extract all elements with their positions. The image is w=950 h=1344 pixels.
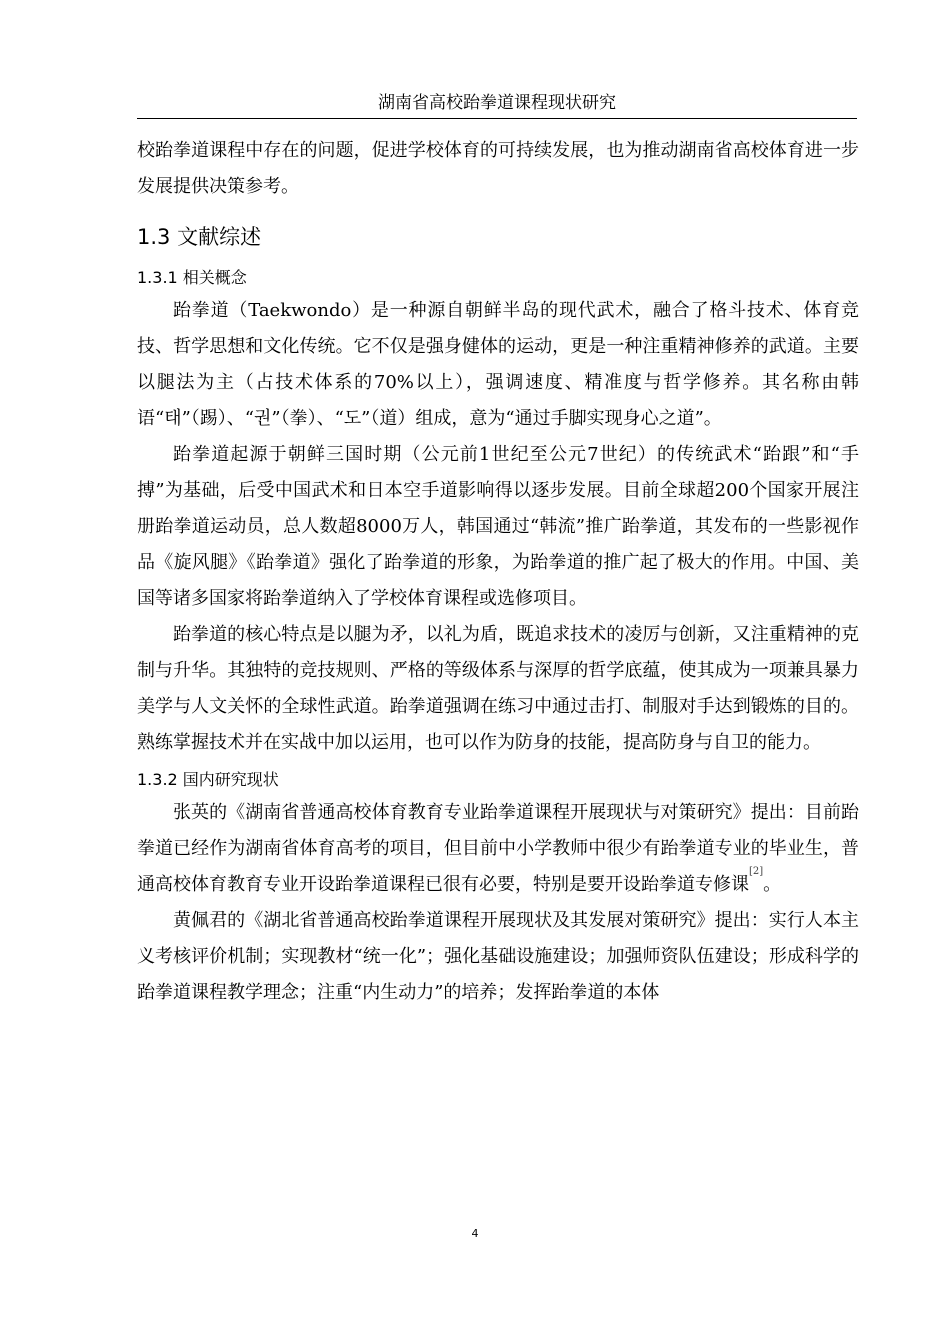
concepts-paragraph-3: 跆拳道的核心特点是以腿为矛，以礼为盾，既追求技术的凌厉与创新，又注重精神的克制与升华。其独特的竞技规则、严格的等级体系与深厚的哲学底蕴，使其成为一项兼具暴力美学与人文关怀的全球性武道。跆拳道强调在练习中通过击打、制服对手达到锻炼的目的。熟练掌握技术并在实战中加以运用，也可以作为防身的技能，提高防身与自卫的能力。 (137, 624, 859, 753)
running-header: 湖南省高校跆拳道课程现状研究 (378, 93, 616, 113)
subsection-heading-domestic: 1.3.2 国内研究现状 (137, 770, 279, 789)
citation-reference[interactable]: [2] (749, 866, 764, 877)
domestic-paragraph-1-end: 。 (763, 874, 782, 895)
page-number: 4 (471, 1227, 479, 1240)
domestic-paragraph-2: 黄佩君的《湖北省普通高校跆拳道课程开展现状及其发展对策研究》提出：实行人本主义考核评价机制；实现教材“统一化”；强化基础设施建设；加强师资队伍建设；形成科学的跆拳道课程教学理念；注重“内生动力”的培养；发挥跆拳道的本体 (137, 910, 859, 1003)
concepts-paragraph-1: 跆拳道（Taekwondo）是一种源自朝鲜半岛的现代武术，融合了格斗技术、体育竞技、哲学思想和文化传统。它不仅是强身健体的运动，更是一种注重精神修养的武道。主要以腿法为主（占技术体系的70%以上），强调速度、精准度与哲学修养。其名称由韩语“태”（踢）、“권”（拳）、“도”（道）组成，意为“通过手脚实现身心之道”。 (137, 300, 859, 429)
concepts-paragraph-2: 跆拳道起源于朝鲜三国时期（公元前1世纪至公元7世纪）的传统武术“跆跟”和“手搏”为基础，后受中国武术和日本空手道影响得以逐步发展。目前全球超200个国家开展注册跆拳道运动员，总人数超8000万人，韩国通过“韩流”推广跆拳道，其发布的一些影视作品《旋风腿》《跆拳道》强化了跆拳道的形象，为跆拳道的推广起了极大的作用。中国、美国等诸多国家将跆拳道纳入了学校体育课程或选修项目。 (137, 444, 859, 609)
domestic-paragraph-1 (137, 795, 859, 903)
page-body (137, 133, 859, 1011)
continued-paragraph: 校跆拳道课程中存在的问题，促进学校体育的可持续发展，也为推动湖南省高校体育进一步发展提供决策参考。 (137, 140, 859, 197)
domestic-paragraph-1-text: 张英的《湖南省普通高校体育教育专业跆拳道课程开展现状与对策研究》提出：目前跆拳道已经作为湖南省体育高考的项目，但目前中小学教师中很少有跆拳道专业的毕业生，普通高校体育教育专业开设跆拳道课程已很有必要，特别是要开设跆拳道专修课 (137, 802, 859, 895)
section-heading: 1.3 文献综述 (137, 225, 262, 249)
subsection-heading-concepts: 1.3.1 相关概念 (137, 268, 247, 287)
header-divider (137, 118, 857, 119)
